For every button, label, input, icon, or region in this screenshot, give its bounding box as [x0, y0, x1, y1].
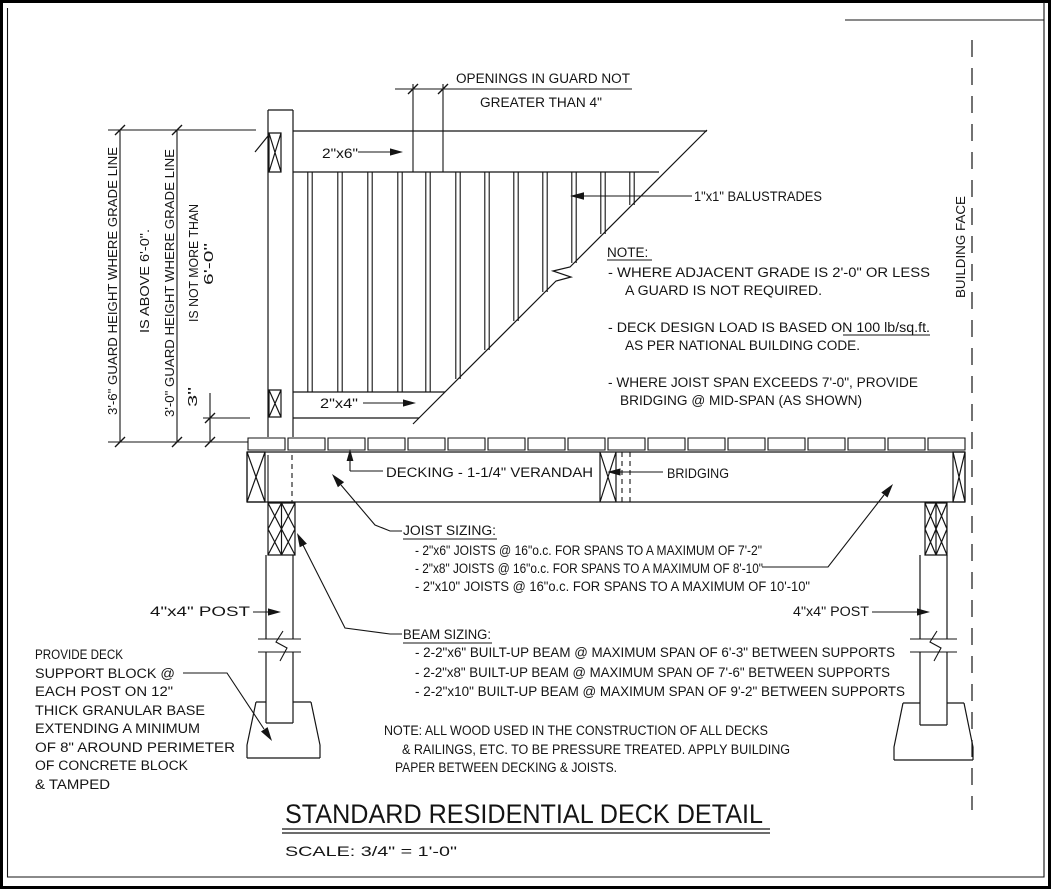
support-block-arrowhead: [261, 727, 272, 741]
beam-sizing-item1: - 2-2"x6" BUILT-UP BEAM @ MAXIMUM SPAN OF 6'-3" BETWEEN SUPPORTS: [415, 645, 895, 660]
support-block-note-line3: EACH POST ON 12": [35, 684, 174, 699]
gap-3in-label: 3": [185, 395, 200, 407]
bottom-rail-arrowhead: [403, 399, 416, 406]
openings-dim-text-line1: OPENINGS IN GUARD NOT: [456, 71, 630, 86]
joist-sizing-heading: JOIST SIZING:: [403, 523, 496, 538]
decking-boards: [248, 438, 965, 450]
drawing-title: STANDARD RESIDENTIAL DECK DETAIL: [285, 799, 763, 829]
footing-block-left: [247, 702, 320, 758]
guard-height-30-label-line2: IS NOT MORE THAN: [186, 197, 201, 322]
bridging-member: [600, 452, 630, 502]
guard-note-line5: - WHERE JOIST SPAN EXCEEDS 7'-0", PROVIDE: [608, 375, 918, 390]
guard-note-line1: - WHERE ADJACENT GRADE IS 2'-0" OR LESS: [608, 265, 930, 280]
support-block-note-line7: OF CONCRETE BLOCK: [35, 758, 188, 773]
bottom-rail-label: 2"x4": [320, 396, 359, 411]
drawing-scale: SCALE: 3/4" = 1'-0": [285, 843, 458, 859]
joist-sizing-item1: - 2"x6" JOISTS @ 16"o.c. FOR SPANS TO A MAXIMUM OF 7'-2": [415, 543, 763, 558]
post-right-label: 4"x4" POST: [793, 604, 869, 619]
wood-note-line1: NOTE: ALL WOOD USED IN THE CONSTRUCTION OF ALL DECKS: [384, 723, 768, 738]
bridging-label: BRIDGING: [667, 466, 729, 481]
guard-height-dimension-lines: [108, 125, 256, 447]
beam-sizing-arrowhead: [297, 533, 307, 547]
support-block-note-line5: EXTENDING A MINIMUM: [35, 721, 200, 736]
post-left-label: 4"x4" POST: [150, 604, 250, 619]
wood-note-line3: PAPER BETWEEN DECKING & JOISTS.: [395, 760, 617, 775]
support-block-note-line8: & TAMPED: [35, 777, 111, 792]
guard-height-36-label-line1: 3'-6" GUARD HEIGHT WHERE GRADE LINE: [105, 151, 120, 415]
joist-sizing-item2: - 2"x8" JOISTS @ 16"o.c. FOR SPANS TO A MAXIMUM OF 8'-10": [415, 561, 764, 576]
guard-note-line2: A GUARD IS NOT REQUIRED.: [625, 283, 822, 298]
top-rail-arrowhead: [390, 148, 403, 155]
guard-height-30-label-line1: 3'-0" GUARD HEIGHT WHERE GRADE LINE: [162, 153, 177, 417]
post-left-arrowhead: [268, 608, 281, 615]
beam-sizing-item2: - 2-2"x8" BUILT-UP BEAM @ MAXIMUM SPAN OF 7'-6" BETWEEN SUPPORTS: [415, 665, 890, 680]
post-right: [910, 555, 957, 725]
guard-note-line3: - DECK DESIGN LOAD IS BASED ON 100 lb/sq.ft.: [608, 320, 930, 335]
wood-note-line2: & RAILINGS, ETC. TO BE PRESSURE TREATED. APPLY BUILDING: [402, 742, 790, 757]
beam-sizing-item3: - 2-2"x10" BUILT-UP BEAM @ MAXIMUM SPAN OF 9'-2" BETWEEN SUPPORTS: [415, 684, 905, 699]
joist-sizing-arrowhead: [332, 474, 344, 487]
support-block-note-line4: THICK GRANULAR BASE: [35, 703, 206, 718]
guard-height-36-label-line2: IS ABOVE 6'-0".: [137, 239, 152, 333]
openings-dim-text-line2: GREATER THAN 4": [480, 95, 603, 110]
decking-label: DECKING - 1-1/4" VERANDAH: [386, 465, 593, 480]
beam-sizing-heading: BEAM SIZING:: [403, 627, 491, 642]
guard-note-heading: NOTE:: [607, 245, 649, 260]
post-left: [258, 555, 301, 723]
support-block-note-line1: PROVIDE DECK: [35, 647, 123, 662]
support-block-note-line2: SUPPORT BLOCK @: [35, 666, 175, 681]
balusters: [308, 172, 634, 392]
support-block-note-line6: OF 8" AROUND PERIMETER: [35, 740, 236, 755]
guard-post: [255, 110, 293, 437]
beam-left: [268, 503, 295, 555]
joist-band: [247, 452, 965, 502]
post-right-arrowhead: [917, 608, 930, 615]
footing-block-right: [894, 703, 973, 760]
joist-sizing-item3: - 2"x10" JOISTS @ 16"o.c. FOR SPANS TO A MAXIMUM OF 10'-10": [415, 579, 811, 594]
guard-height-30-label-line3: 6'-0": [201, 259, 216, 285]
building-face-label: BUILDING FACE: [953, 199, 968, 298]
guard-note-line4: AS PER NATIONAL BUILDING CODE.: [625, 338, 860, 353]
balusters-label: 1"x1" BALUSTRADES: [694, 189, 822, 204]
guard-note-line6: BRIDGING @ MID-SPAN (AS SHOWN): [620, 393, 862, 408]
beam-right: [925, 503, 947, 555]
top-rail-label: 2"x6": [322, 146, 359, 161]
decking-arrowhead: [347, 449, 354, 461]
